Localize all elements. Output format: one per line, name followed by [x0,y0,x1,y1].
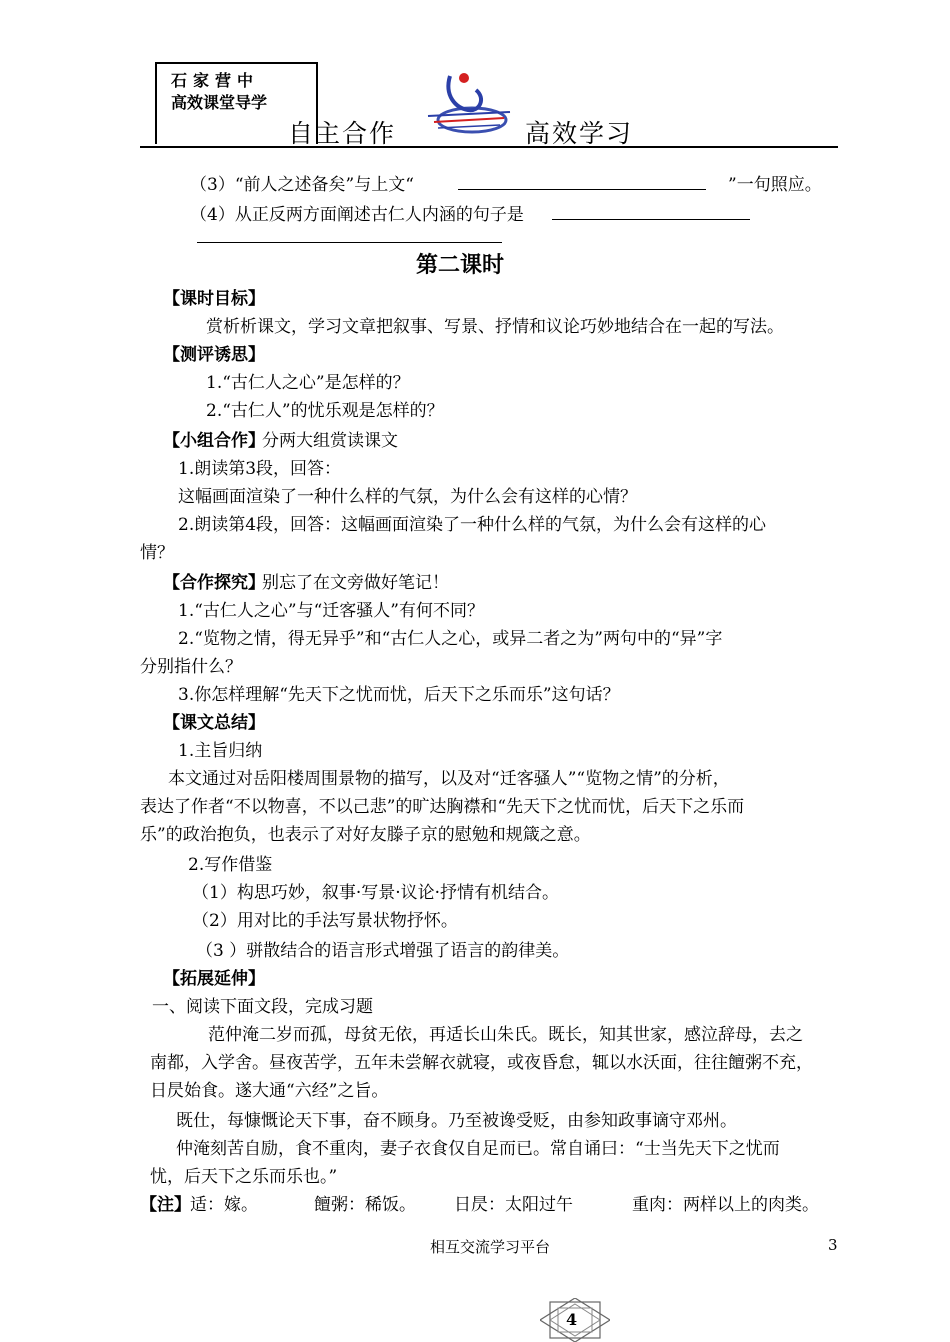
extension-heading: 【拓展延伸】 [163,969,265,989]
summary-s2-item: （2）用对比的手法写景状物抒怀。 [192,911,458,931]
summary-s1-line1: 本文通过对岳阳楼周围景物的描写，以及对“迁客骚人”“览物之情”的分析， [168,769,730,789]
question-3-left: （3）“前人之述备矣”与上文“ [190,175,414,195]
passage-p1-line3: 日昃始食。遂大通“六经”之旨。 [150,1081,389,1101]
group-q1: 1.朗读第3段，回答： [178,459,342,479]
group-q1-text: 这幅画面渲染了一种什么样的气氛，为什么会有这样的心情？ [178,487,637,507]
header-subtitle: 高效课堂导学 [171,93,268,112]
header-rule [140,146,838,148]
passage-p1-line1: 范仲淹二岁而孤，母贫无依，再适长山朱氏。既长，知其世家，感泣辞母，去之 [208,1025,803,1045]
passage-p3-line2: 忧，后天下之乐而乐也。” [150,1167,338,1187]
lesson-title: 第二课时 [415,253,504,278]
explore-q2-line1: 2.“览物之情，得无异乎”和“古仁人之心，或异二者之为”两句中的“异”字 [178,629,723,649]
summary-heading: 【课文总结】 [163,713,265,733]
summary-s1-line2: 表达了作者“不以物喜，不以己悲”的旷达胸襟和“先天下之忧而忧，后天下之乐而 [140,797,745,817]
explore-q2-line2: 分别指什么？ [140,657,242,677]
question-4-blank-2 [197,242,502,243]
group-heading: 【小组合作】 [163,431,265,451]
note-item: 适：嫁。 [190,1195,258,1215]
question-3-blank [458,189,706,190]
goals-heading: 【课时目标】 [163,289,265,309]
summary-s1: 1.主旨归纳 [178,741,263,761]
summary-s2-item: （1）构思巧妙，叙事·写景·议论·抒情有机结合。 [192,883,560,903]
guide-item: 2.“古仁人”的忧乐观是怎样的？ [206,401,444,421]
passage-p2: 既仕，每慷慨论天下事，奋不顾身。乃至被谗受贬，由参知政事谪守邓州。 [176,1111,737,1131]
page-number: 3 [828,1236,838,1254]
explore-heading-rest: 别忘了在文旁做好笔记！ [262,573,449,593]
note-item: 饘粥：稀饭。 [314,1195,416,1215]
extension-part1: 一、阅读下面文段，完成习题 [152,997,373,1017]
school-logo [420,68,516,136]
guide-heading: 【测评诱思】 [163,345,265,365]
group-heading-rest: 分两大组赏读课文 [262,431,398,451]
school-name: 石家营中 [171,71,260,90]
group-q2-line2: 情？ [140,543,174,563]
passage-p1-line2: 南都，入学舍。昼夜苦学，五年未尝解衣就寝，或夜昏怠，辄以水沃面，往往饘粥不充， [150,1053,813,1073]
note-item: 重肉：两样以上的肉类。 [632,1195,819,1215]
explore-q3: 3.你怎样理解“先天下之忧而忧，后天下之乐而乐”这句话？ [178,685,620,705]
slogan-right: 高效学习 [525,119,634,148]
note-item: 日昃：太阳过午 [454,1195,573,1215]
question-4: （4）从正反两方面阐述古仁人内涵的句子是 [190,205,524,225]
slogan-left: 自主合作 [288,119,397,148]
passage-p3-line1: 仲淹刻苦自励，食不重肉，妻子衣食仅自足而已。常自诵曰：“士当先天下之忧而 [176,1139,780,1159]
question-3-right: ”一句照应。 [728,175,822,195]
notes-label: 【注】 [140,1195,191,1215]
question-4-blank [552,219,750,220]
page-badge-number: 4 [566,1310,578,1329]
group-q2-line1: 2.朗读第4段，回答：这幅画面渲染了一种什么样的气氛，为什么会有这样的心 [178,515,767,535]
explore-q1: 1.“古仁人之心”与“迁客骚人”有何不同？ [178,601,484,621]
goals-text: 赏析析课文，学习文章把叙事、写景、抒情和议论巧妙地结合在一起的写法。 [206,317,784,337]
summary-s1-line3: 乐”的政治抱负，也表示了对好友滕子京的慰勉和规箴之意。 [140,825,591,845]
guide-item: 1.“古仁人之心”是怎样的？ [206,373,410,393]
summary-s2-item: （3 ）骈散结合的语言形式增强了语言的韵律美。 [196,941,570,961]
footer-platform: 相互交流学习平台 [429,1238,550,1256]
explore-heading: 【合作探究】 [163,573,265,593]
summary-s2: 2.写作借鉴 [188,855,273,875]
